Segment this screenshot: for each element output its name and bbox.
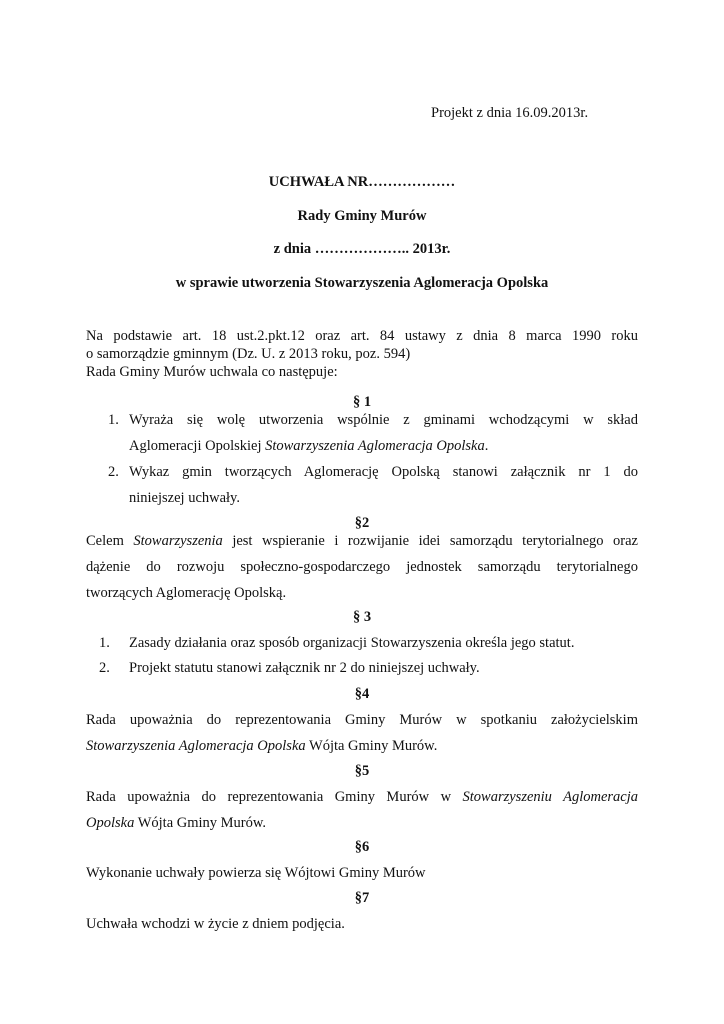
list-item: Projekt statutu stanowi załącznik nr 2 do niniejszej uchwały. [129, 660, 480, 676]
preamble [86, 327, 638, 381]
list-item-line: Wykaz gmin tworzących Aglomerację Opolską stanowi załącznik nr 1 do [129, 464, 638, 480]
section-text [86, 711, 638, 755]
section-heading: §7 [354, 890, 370, 906]
section-heading: § 3 [352, 609, 372, 625]
preamble-line: Rada Gminy Murów uchwala co następuje: [86, 364, 338, 380]
resolution-date: z dnia ……………….. 2013r. [273, 241, 451, 257]
list-number: 1. [108, 412, 119, 428]
section-text [86, 532, 638, 602]
section-line: tworzących Aglomerację Opolską. [86, 585, 287, 601]
section-line: Rada upoważnia do reprezentowania Gminy Murów w spotkaniu założycielskim [86, 712, 638, 728]
section-text: Uchwała wchodzi w życie z dniem podjęcia. [86, 916, 345, 932]
section-heading: § 1 [352, 394, 372, 410]
list-item [129, 411, 638, 455]
list-item-line: Aglomeracji Opolskiej Stowarzyszenia Aglomeracja Opolska. [129, 438, 489, 454]
section-heading: §6 [354, 839, 370, 855]
project-date: Projekt z dnia 16.09.2013r. [431, 105, 589, 121]
council-name: Rady Gminy Murów [297, 208, 427, 224]
section-text: Wykonanie uchwały powierza się Wójtowi Gminy Murów [86, 865, 426, 881]
section-line: Stowarzyszenia Aglomeracja Opolska Wójta Gminy Murów. [86, 738, 438, 754]
resolution-subject: w sprawie utworzenia Stowarzyszenia Aglomeracja Opolska [175, 275, 549, 291]
list-number: 1. [99, 635, 110, 651]
list-item [129, 463, 638, 507]
section-line: Celem Stowarzyszenia jest wspieranie i rozwijanie idei samorządu terytorialnego oraz [86, 533, 638, 549]
section-heading: §2 [354, 515, 370, 531]
section-text [86, 788, 638, 832]
list-item-line: niniejszej uchwały. [129, 490, 240, 506]
section-line: Rada upoważnia do reprezentowania Gminy Murów w Stowarzyszeniu Aglomeracja [86, 789, 639, 805]
list-number: 2. [108, 464, 119, 480]
list-item-line: Wyraża się wolę utworzenia wspólnie z gminami wchodzącymi w skład [129, 412, 638, 428]
section-heading: §4 [354, 686, 370, 702]
section-line: dążenie do rozwoju społeczno-gospodarczego jednostek samorządu terytorialnego [86, 559, 638, 575]
list-number: 2. [99, 660, 110, 676]
preamble-line: o samorządzie gminnym (Dz. U. z 2013 roku, poz. 594) [86, 346, 411, 362]
section-heading: §5 [354, 763, 370, 779]
section-line: Opolska Wójta Gminy Murów. [86, 815, 267, 831]
resolution-number: UCHWAŁA NR……………… [268, 174, 456, 190]
list-item: Zasady działania oraz sposób organizacji Stowarzyszenia określa jego statut. [129, 635, 575, 651]
preamble-line: Na podstawie art. 18 ust.2.pkt.12 oraz art. 84 ustawy z dnia 8 marca 1990 roku [86, 328, 638, 344]
